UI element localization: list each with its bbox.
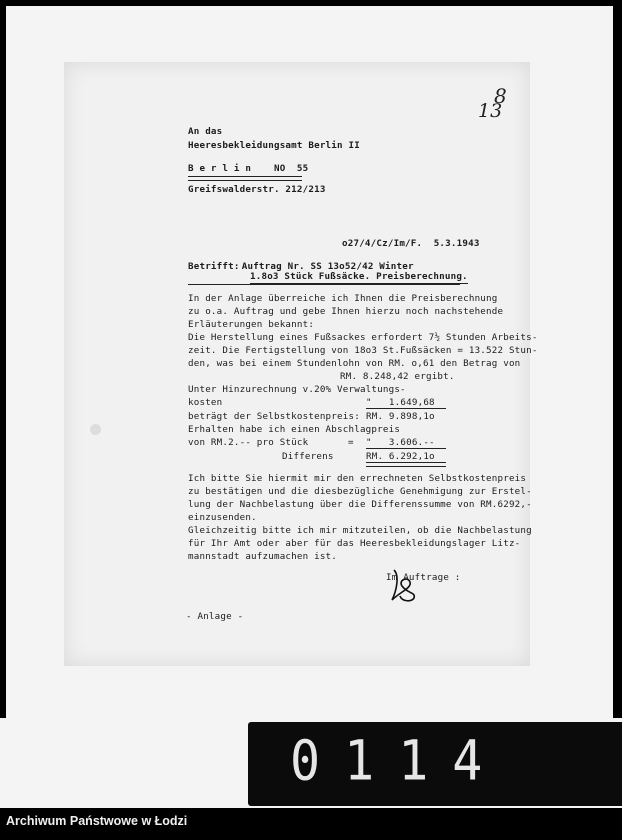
calc-advance-line1: Erhalten habe ich einen Abschlagpreis [188, 424, 401, 435]
recipient-line1: An das [188, 126, 223, 137]
signature [386, 562, 430, 604]
document-paper [64, 62, 538, 666]
closing-line-7: mannstadt aufzumachen ist. [188, 551, 338, 562]
calc-selfcost-label: beträgt der Selbstkostenpreis: [188, 411, 360, 422]
closing-line-5: Gleichzeitig bitte ich mir mitzuteilen, ob die Nachbelastung [188, 525, 532, 536]
city-underline [188, 176, 302, 181]
body-line-1: In der Anlage überreiche ich Ihnen die Preisberechnung [188, 293, 498, 304]
recipient-line2: Heeresbekleidungsamt Berlin II [188, 140, 360, 151]
body-line-3: Erläuterungen bekannt: [188, 319, 315, 330]
page-mark-top: 8 [494, 84, 507, 108]
calc-advance-line2: von RM.2.-- pro Stück [188, 437, 309, 448]
calc-admin-rule [366, 408, 446, 409]
body-line-5: zeit. Die Fertigstellung von 18o3 St.Fußsäcken = 13.522 Stun- [188, 345, 538, 356]
recipient-city: B e r l i n NO 55 [188, 163, 309, 174]
body-line-2: zu o.a. Auftrag und gebe Ihnen hierzu noch nachstehende [188, 306, 504, 317]
calc-diff-value: RM. 6.292,1o [366, 451, 435, 462]
calc-diff-label: Differens [282, 451, 334, 462]
subject-rule [188, 284, 460, 285]
closing-line-4: einzusenden. [188, 512, 257, 523]
subject-line2: 1.8o3 Stück Fußsäcke. Preisberechnung. [250, 271, 468, 282]
punch-hole [90, 424, 101, 435]
subject-line1: Auftrag Nr. SS 13o52/42 Winter [236, 261, 414, 272]
closing-line-2: zu bestätigen und die diesbezügliche Genehmigung zur Erstel- [188, 486, 532, 497]
calc-selfcost-value: RM. 9.898,1o [366, 411, 435, 422]
page-mark-bottom: 13 [478, 100, 503, 122]
subject-label: Betrifft: [188, 261, 240, 272]
enclosure-note: - Anlage - [186, 611, 244, 622]
body-line-6: den, was bei einem Stundenlohn von RM. o,61 den Betrag von [188, 358, 521, 369]
calc-advance-value: " 3.606.-- [366, 437, 435, 448]
recipient-street: Greifswalderstr. 212/213 [188, 184, 326, 195]
calc-admin-line2: kosten [188, 397, 223, 408]
calc-advance-eq: = [348, 437, 354, 448]
reference-line: o27/4/Cz/Im/F. 5.3.1943 [342, 238, 480, 249]
film-frame-number: 0114 [290, 729, 507, 793]
signoff: Im Auftrage : [386, 572, 461, 583]
closing-line-1: Ich bitte Sie hiermit mir den errechneten Selbstkostenpreis [188, 473, 527, 484]
calc-advance-rule [366, 448, 446, 449]
body-line-7: RM. 8.248,42 ergibt. [340, 371, 455, 382]
closing-line-6: für Ihr Amt oder aber für das Heeresbekleidungslager Litz- [188, 538, 521, 549]
closing-line-3: lung der Nachbelastung über die Differenssumme von RM.6292,- [188, 499, 532, 510]
calc-admin-value: " 1.649,68 [366, 397, 435, 408]
calc-diff-double-rule [366, 462, 446, 467]
archive-label: Archiwum Państwowe w Łodzi [6, 814, 188, 828]
calc-admin-line1: Unter Hinzurechnung v.20% Verwaltungs- [188, 384, 406, 395]
body-line-4: Die Herstellung eines Fußsackes erfordert 7½ Stunden Arbeits- [188, 332, 538, 343]
